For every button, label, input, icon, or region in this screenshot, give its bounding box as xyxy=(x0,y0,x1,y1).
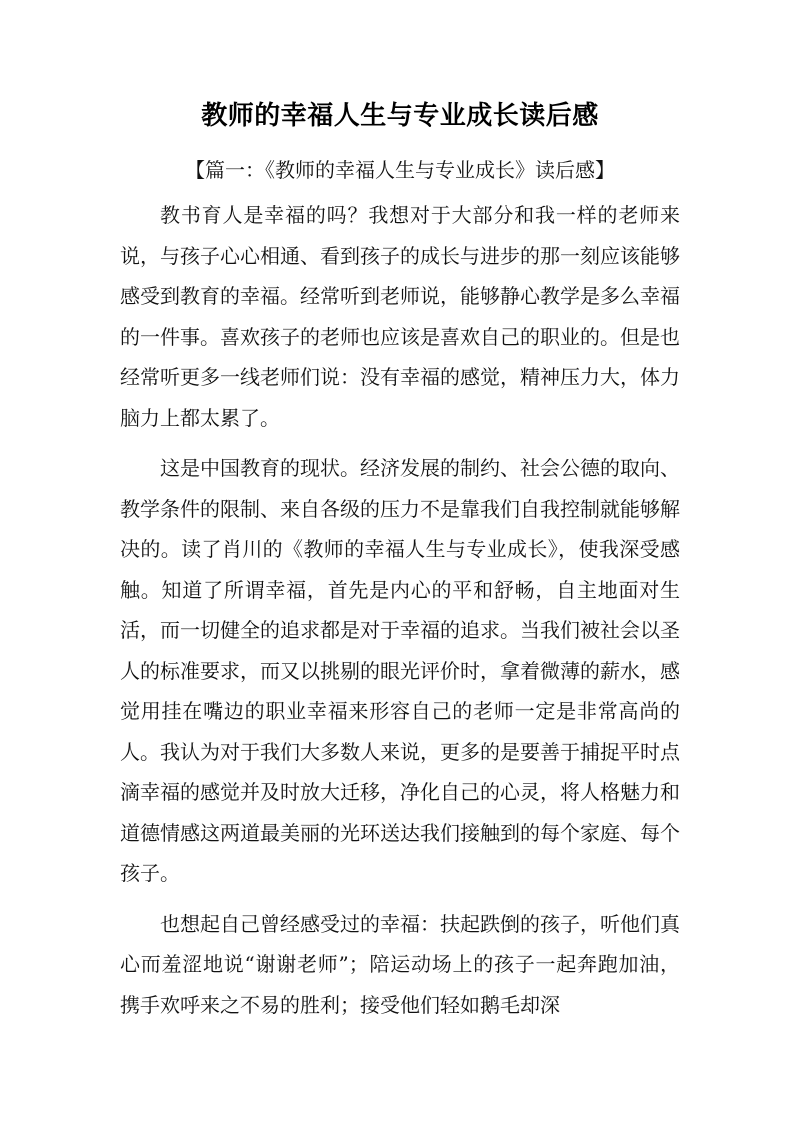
paragraph-1: 教书育人是幸福的吗？我想对于大部分和我一样的老师来说，与孩子心心相通、看到孩子的成长与进步的那一刻应该能够感受到教育的幸福。经常听到老师说，能够静心教学是多么幸福的一件事。喜欢孩子的老师也应该是喜欢自己的职业的。但是也经常听更多一线老师们说：没有幸福的感觉，精神压力大，体力脑力上都太累了。 xyxy=(120,203,680,430)
paragraph-2: 这是中国教育的现状。经济发展的制约、社会公德的取向、教学条件的限制、来自各级的压力不是靠我们自我控制就能够解决的。读了肖川的《教师的幸福人生与专业成长》，使我深受感触。知道了所谓幸福，首先是内心的平和舒畅，自主地面对生活，而一切健全的追求都是对于幸福的追求。当我们被社会以圣人的标准要求，而又以挑剔的眼光评价时，拿着微薄的薪水，感觉用挂在嘴边的职业幸福来形容自己的老师一定是非常高尚的人。我认为对于我们大多数人来说，更多的是要善于捕捉平时点滴幸福的感觉并及时放大迁移，净化自己的心灵，将人格魅力和道德情感这两道最美丽的光环送达我们接触到的每个家庭、每个孩子。 xyxy=(120,456,680,885)
document-body xyxy=(120,195,680,1035)
document-title: 教师的幸福人生与专业成长读后感 xyxy=(201,101,599,131)
section-heading: 【篇一：《教师的幸福人生与专业成长》读后感】 xyxy=(185,158,615,182)
paragraph-3: 也想起自己曾经感受过的幸福：扶起跌倒的孩子，听他们真心而羞涩地说“谢谢老师”；陪运动场上的孩子一起奔跑加油，携手欢呼来之不易的胜利；接受他们轻如鹅毛却深 xyxy=(120,911,680,1017)
